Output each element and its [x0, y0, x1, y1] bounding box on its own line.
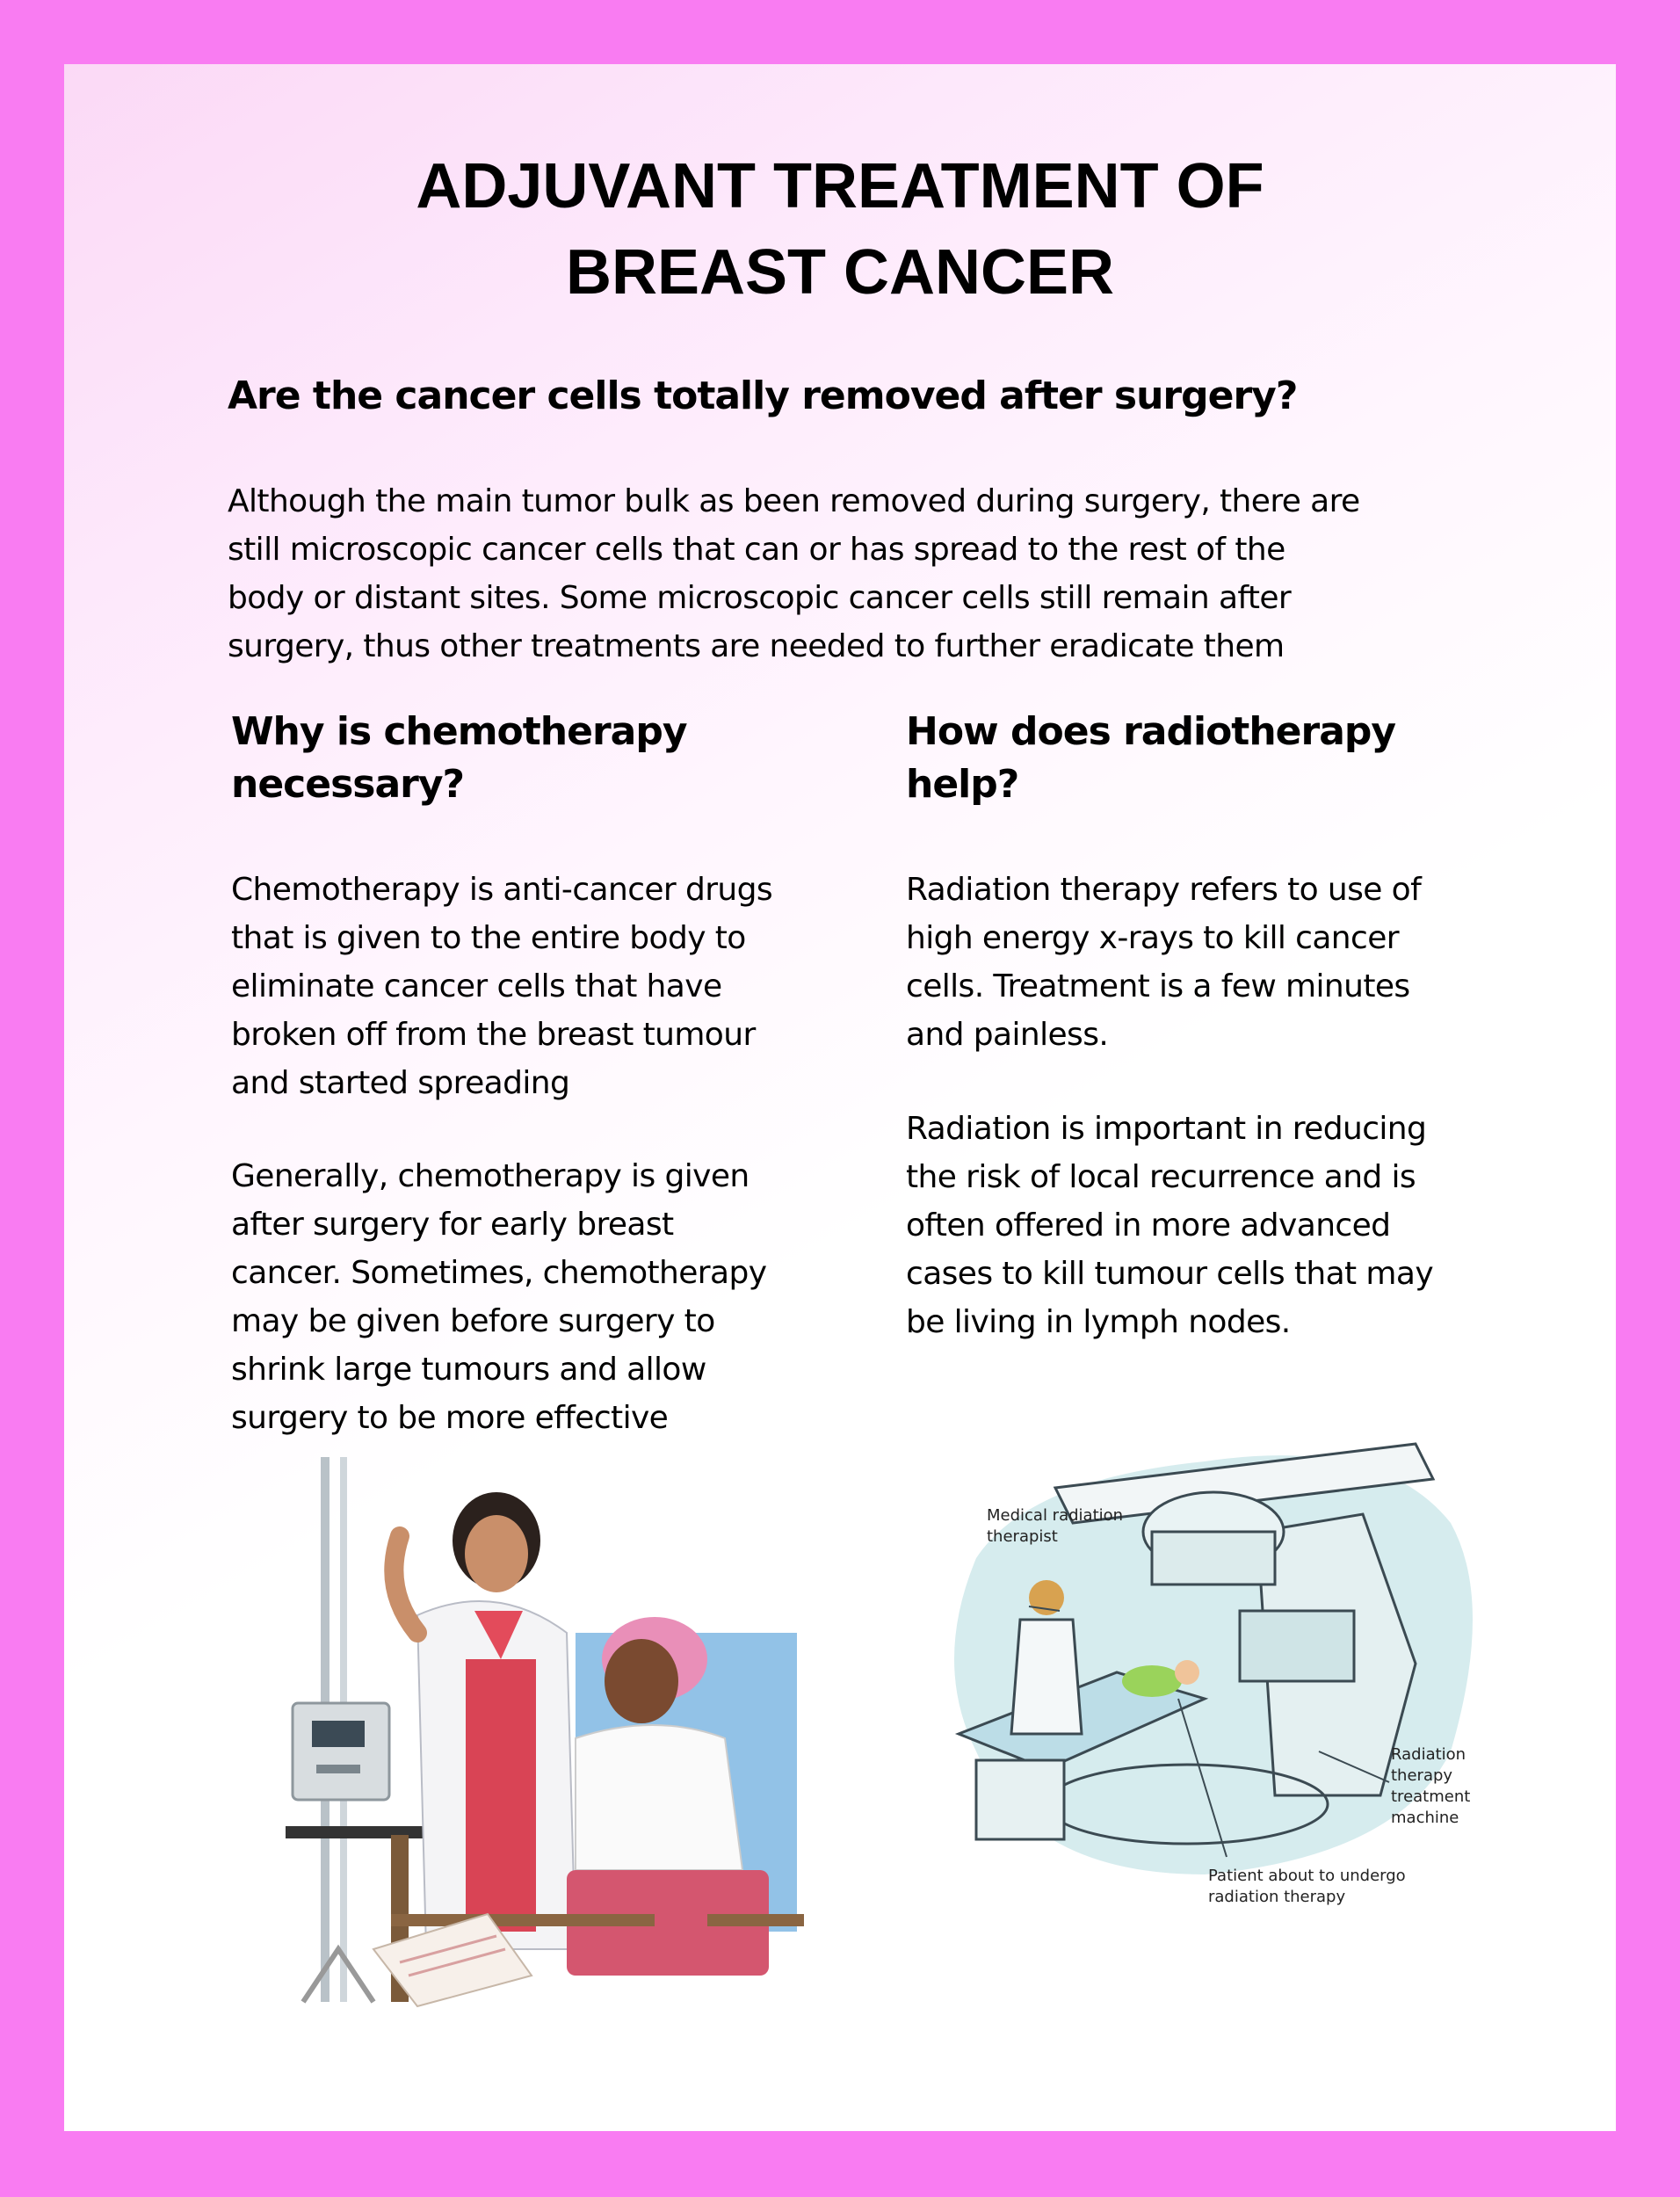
radio-question-line: help? — [906, 762, 1019, 807]
chemotherapy-illustration — [286, 1457, 813, 2011]
chemo-line: may be given before surgery to — [231, 1303, 715, 1339]
chemo-line: surgery to be more effective — [231, 1400, 669, 1436]
chemo-line: eliminate cancer cells that have — [231, 968, 722, 1004]
radio-paragraph-1 — [906, 866, 1421, 1059]
chemo-line: that is given to the entire body to — [231, 920, 746, 956]
chemo-line: cancer. Sometimes, chemotherapy — [231, 1255, 767, 1291]
radio-paragraph-2 — [906, 1105, 1433, 1346]
machine-label — [1391, 1744, 1470, 1829]
intro-line: Although the main tumor bulk as been removed during surgery, there are — [228, 483, 1360, 519]
radio-line: and painless. — [906, 1017, 1109, 1053]
patient-label-line: Patient about to undergo — [1208, 1867, 1406, 1885]
chemo-line: and started spreading — [231, 1065, 570, 1101]
chemo-line: Generally, chemotherapy is given — [231, 1158, 749, 1194]
intro-question: Are the cancer cells totally removed after surgery? — [228, 373, 1298, 418]
therapist-label — [987, 1505, 1123, 1548]
chemo-line: Chemotherapy is anti-cancer drugs — [231, 872, 773, 908]
radiation-therapy-illustration — [923, 1382, 1503, 1910]
chemo-question-line: necessary? — [231, 762, 465, 807]
machine-label-line: treatment — [1391, 1787, 1471, 1806]
radio-line: Radiation is important in reducing — [906, 1111, 1427, 1147]
radio-line: Radiation therapy refers to use of — [906, 872, 1422, 908]
radio-line: high energy x-rays to kill cancer — [906, 920, 1399, 956]
machine-label-line: Radiation — [1391, 1745, 1466, 1764]
title-line-1: ADJUVANT TREATMENT OF — [416, 151, 1264, 221]
chemo-line: broken off from the breast tumour — [231, 1017, 756, 1053]
intro-line: still microscopic cancer cells that can or has spread to the rest of the — [228, 532, 1285, 568]
poster-sheet — [64, 64, 1616, 2131]
radio-question-line: How does radiotherapy — [906, 709, 1396, 754]
machine-label-line: machine — [1391, 1809, 1459, 1827]
radio-line: often offered in more advanced — [906, 1207, 1391, 1244]
chemo-question — [231, 706, 687, 811]
chemo-paragraph-1 — [231, 866, 772, 1107]
therapist-label-line: therapist — [987, 1527, 1058, 1546]
page-title — [64, 143, 1616, 315]
chemo-paragraph-2 — [231, 1152, 766, 1442]
intro-paragraph — [228, 477, 1528, 671]
machine-label-line: therapy — [1391, 1766, 1453, 1785]
patient-label — [1208, 1866, 1406, 1908]
intro-line: body or distant sites. Some microscopic cancer cells still remain after — [228, 580, 1292, 616]
radio-question — [906, 706, 1395, 811]
radio-line: cells. Treatment is a few minutes — [906, 968, 1410, 1004]
title-line-2: BREAST CANCER — [565, 237, 1115, 308]
patient-label-line: radiation therapy — [1208, 1888, 1346, 1906]
radio-line: be living in lymph nodes. — [906, 1304, 1291, 1340]
intro-line: surgery, thus other treatments are needed to further eradicate them — [228, 628, 1285, 664]
chemo-question-line: Why is chemotherapy — [231, 709, 687, 754]
chemo-line: after surgery for early breast — [231, 1207, 674, 1243]
radio-line: cases to kill tumour cells that may — [906, 1256, 1434, 1292]
therapist-label-line: Medical radiation — [987, 1506, 1124, 1525]
radio-line: the risk of local recurrence and is — [906, 1159, 1416, 1195]
chemo-line: shrink large tumours and allow — [231, 1352, 706, 1388]
